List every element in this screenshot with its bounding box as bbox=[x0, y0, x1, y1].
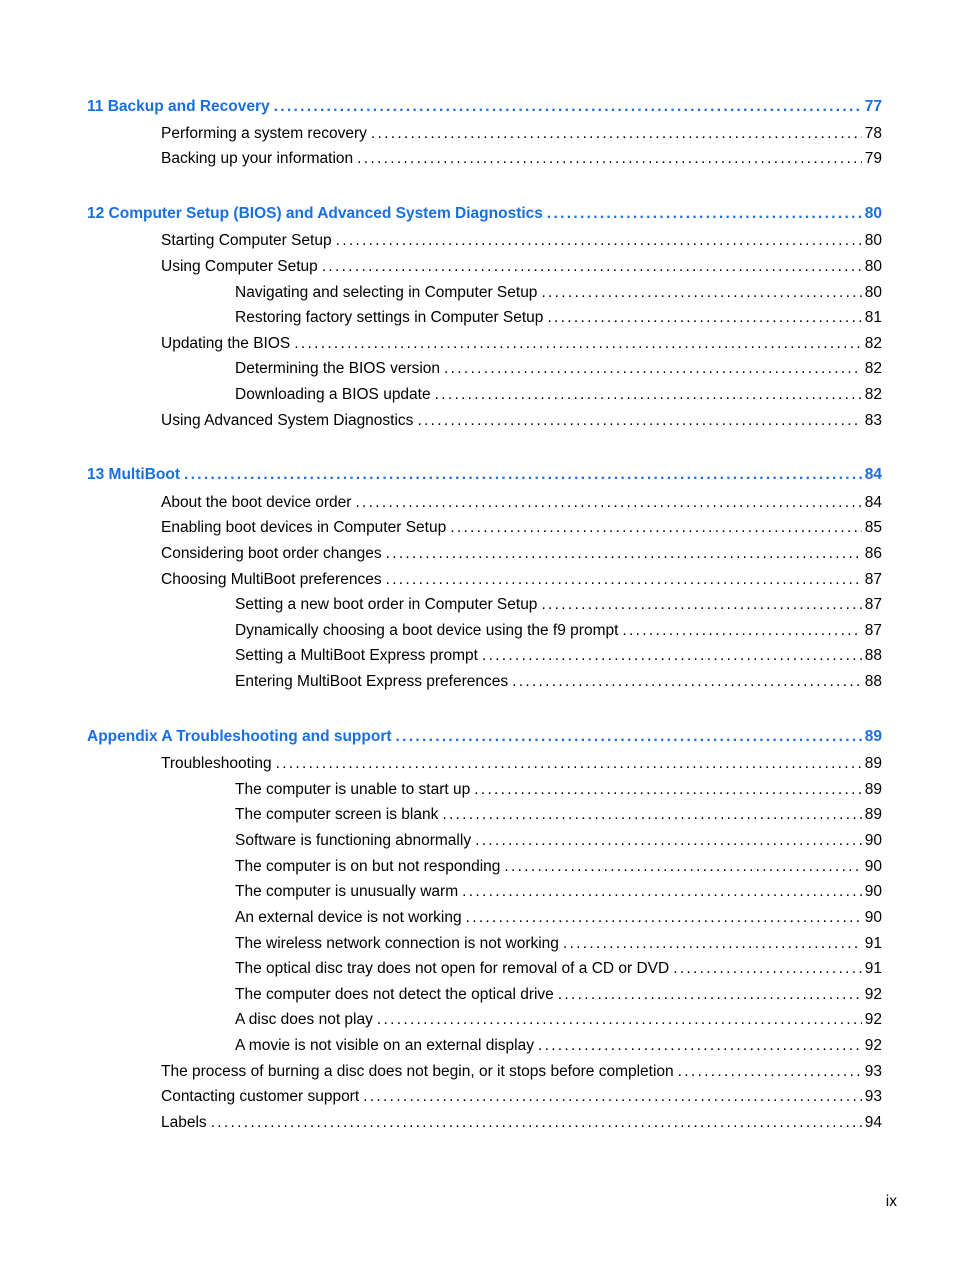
toc-entry-label: 12 Computer Setup (BIOS) and Advanced System Diagnostics bbox=[87, 205, 543, 222]
toc-chapter-entry[interactable] bbox=[87, 727, 882, 747]
dot-leader bbox=[462, 882, 862, 902]
toc-entry-label: Software is functioning abnormally bbox=[235, 832, 472, 849]
toc-entry-page: 82 bbox=[864, 360, 882, 377]
toc-entry[interactable] bbox=[235, 672, 882, 692]
toc-entry-label: Using Advanced System Diagnostics bbox=[161, 412, 414, 429]
toc-entry-label: Determining the BIOS version bbox=[235, 360, 441, 377]
toc-entry[interactable] bbox=[161, 493, 882, 513]
toc-entry-page: 90 bbox=[864, 909, 882, 926]
dot-leader bbox=[541, 595, 861, 615]
toc-entry-label: The computer does not detect the optical drive bbox=[235, 986, 554, 1003]
toc-entry-label: A movie is not visible on an external display bbox=[235, 1037, 534, 1054]
dot-leader bbox=[435, 385, 862, 405]
toc-entry-label: 11 Backup and Recovery bbox=[87, 98, 270, 115]
dot-leader bbox=[442, 805, 861, 825]
toc-chapter-entry[interactable] bbox=[87, 204, 882, 224]
toc-entry[interactable] bbox=[161, 231, 882, 251]
toc-entry[interactable] bbox=[235, 908, 882, 928]
toc-entry[interactable] bbox=[235, 1036, 882, 1056]
toc-entry-page: 93 bbox=[864, 1088, 882, 1105]
dot-leader bbox=[417, 411, 861, 431]
toc-entry-page: 77 bbox=[864, 98, 882, 115]
dot-leader bbox=[357, 149, 862, 169]
toc-entry-page: 80 bbox=[864, 258, 882, 275]
toc-entry-label: The process of burning a disc does not begin, or it stops before completion bbox=[161, 1063, 674, 1080]
toc-entry-page: 79 bbox=[864, 150, 882, 167]
toc-entry-label: Dynamically choosing a boot device using the f9 prompt bbox=[235, 622, 619, 639]
toc-entry-label: Performing a system recovery bbox=[161, 125, 367, 142]
toc-entry[interactable] bbox=[235, 985, 882, 1005]
toc-entry[interactable] bbox=[235, 805, 882, 825]
dot-leader bbox=[294, 334, 862, 354]
toc-entry-page: 90 bbox=[864, 883, 882, 900]
toc-entry[interactable] bbox=[161, 754, 882, 774]
toc-entry-label: Updating the BIOS bbox=[161, 335, 291, 352]
toc-entry-label: A disc does not play bbox=[235, 1011, 373, 1028]
toc-entry-label: The optical disc tray does not open for removal of a CD or DVD bbox=[235, 960, 670, 977]
dot-leader bbox=[563, 934, 862, 954]
toc-entry[interactable] bbox=[161, 149, 882, 169]
toc-entry[interactable] bbox=[235, 1010, 882, 1030]
toc-entry-label: Navigating and selecting in Computer Setup bbox=[235, 284, 538, 301]
dot-leader bbox=[547, 204, 862, 224]
toc-entry-label: Enabling boot devices in Computer Setup bbox=[161, 519, 447, 536]
toc-entry-page: 93 bbox=[864, 1063, 882, 1080]
toc-entry-label: Backing up your information bbox=[161, 150, 354, 167]
toc-entry[interactable] bbox=[161, 1087, 882, 1107]
dot-leader bbox=[276, 754, 862, 774]
toc-entry-page: 80 bbox=[864, 284, 882, 301]
dot-leader bbox=[450, 518, 862, 538]
toc-entry-page: 78 bbox=[864, 125, 882, 142]
toc-entry-page: 84 bbox=[864, 466, 882, 483]
toc-entry-label: Restoring factory settings in Computer Setup bbox=[235, 309, 544, 326]
toc-entry[interactable] bbox=[235, 621, 882, 641]
toc-entry-page: 81 bbox=[864, 309, 882, 326]
dot-leader bbox=[386, 544, 862, 564]
toc-entry-page: 82 bbox=[864, 335, 882, 352]
toc-entry[interactable] bbox=[161, 570, 882, 590]
dot-leader bbox=[512, 672, 862, 692]
dot-leader bbox=[541, 283, 861, 303]
dot-leader bbox=[547, 308, 861, 328]
toc-entry-page: 87 bbox=[864, 596, 882, 613]
toc-entry[interactable] bbox=[161, 124, 882, 144]
toc-entry-label: Downloading a BIOS update bbox=[235, 386, 431, 403]
dot-leader bbox=[558, 985, 862, 1005]
toc-entry-page: 88 bbox=[864, 647, 882, 664]
toc-entry-page: 91 bbox=[864, 935, 882, 952]
dot-leader bbox=[211, 1113, 862, 1133]
dot-leader bbox=[184, 465, 862, 485]
toc-entry-page: 89 bbox=[864, 755, 882, 772]
toc-entry-page: 90 bbox=[864, 858, 882, 875]
dot-leader bbox=[355, 493, 861, 513]
toc-entry[interactable] bbox=[161, 518, 882, 538]
dot-leader bbox=[371, 124, 862, 144]
dot-leader bbox=[274, 97, 862, 117]
toc-entry-label: Choosing MultiBoot preferences bbox=[161, 571, 382, 588]
toc-entry-label: The computer screen is blank bbox=[235, 806, 439, 823]
toc-entry-page: 89 bbox=[864, 728, 882, 745]
toc-entry[interactable] bbox=[161, 411, 882, 431]
toc-entry[interactable] bbox=[161, 1062, 882, 1082]
toc-entry-page: 80 bbox=[864, 232, 882, 249]
toc-entry-page: 88 bbox=[864, 673, 882, 690]
toc-entry-page: 92 bbox=[864, 986, 882, 1003]
toc-entry-page: 83 bbox=[864, 412, 882, 429]
toc-entry-label: Labels bbox=[161, 1114, 207, 1131]
toc-entry-label: Appendix A Troubleshooting and support bbox=[87, 728, 392, 745]
toc-entry[interactable] bbox=[161, 334, 882, 354]
toc-entry-page: 94 bbox=[864, 1114, 882, 1131]
toc-entry[interactable] bbox=[235, 646, 882, 666]
toc-entry[interactable] bbox=[235, 959, 882, 979]
dot-leader bbox=[475, 831, 862, 851]
toc-entry-label: The computer is unusually warm bbox=[235, 883, 459, 900]
toc-entry[interactable] bbox=[161, 1113, 882, 1133]
dot-leader bbox=[538, 1036, 862, 1056]
dot-leader bbox=[386, 570, 862, 590]
toc-entry[interactable] bbox=[235, 882, 882, 902]
toc-entry-page: 80 bbox=[864, 205, 882, 222]
toc-entry-page: 82 bbox=[864, 386, 882, 403]
toc-entry[interactable] bbox=[235, 595, 882, 615]
toc-entry-page: 89 bbox=[864, 806, 882, 823]
toc-entry-label: Entering MultiBoot Express preferences bbox=[235, 673, 509, 690]
toc-entry[interactable] bbox=[235, 780, 882, 800]
toc-entry[interactable] bbox=[235, 385, 882, 405]
toc-entry-label: Using Computer Setup bbox=[161, 258, 318, 275]
toc-chapter-entry[interactable] bbox=[87, 465, 882, 485]
toc-entry[interactable] bbox=[235, 831, 882, 851]
toc-entry[interactable] bbox=[235, 308, 882, 328]
toc-entry[interactable] bbox=[235, 934, 882, 954]
toc-entry[interactable] bbox=[161, 544, 882, 564]
dot-leader bbox=[474, 780, 862, 800]
toc-entry-page: 91 bbox=[864, 960, 882, 977]
toc-entry-label: The wireless network connection is not working bbox=[235, 935, 559, 952]
toc-entry-label: The computer is on but not responding bbox=[235, 858, 501, 875]
toc-entry-label: 13 MultiBoot bbox=[87, 466, 180, 483]
toc-entry-page: 84 bbox=[864, 494, 882, 511]
dot-leader bbox=[444, 359, 862, 379]
toc-entry-page: 89 bbox=[864, 781, 882, 798]
toc-entry-label: Setting a new boot order in Computer Setup bbox=[235, 596, 538, 613]
dot-leader bbox=[363, 1087, 862, 1107]
toc-entry[interactable] bbox=[235, 359, 882, 379]
toc-entry-label: Troubleshooting bbox=[161, 755, 272, 772]
toc-entry[interactable] bbox=[161, 257, 882, 277]
dot-leader bbox=[336, 231, 862, 251]
dot-leader bbox=[622, 621, 861, 641]
dot-leader bbox=[466, 908, 862, 928]
page-number: ix bbox=[885, 1193, 897, 1210]
toc-chapter-entry[interactable] bbox=[87, 97, 882, 117]
toc-entry[interactable] bbox=[235, 857, 882, 877]
toc-entry-page: 92 bbox=[864, 1037, 882, 1054]
toc-entry-page: 85 bbox=[864, 519, 882, 536]
toc-entry-page: 87 bbox=[864, 622, 882, 639]
dot-leader bbox=[322, 257, 862, 277]
dot-leader bbox=[678, 1062, 862, 1082]
toc-entry-label: Setting a MultiBoot Express prompt bbox=[235, 647, 478, 664]
toc-entry-label: The computer is unable to start up bbox=[235, 781, 471, 798]
toc-entry-page: 92 bbox=[864, 1011, 882, 1028]
toc-entry-label: Considering boot order changes bbox=[161, 545, 382, 562]
toc-entry-page: 86 bbox=[864, 545, 882, 562]
toc-entry-label: An external device is not working bbox=[235, 909, 462, 926]
dot-leader bbox=[377, 1010, 862, 1030]
toc-entry-page: 90 bbox=[864, 832, 882, 849]
dot-leader bbox=[504, 857, 861, 877]
dot-leader bbox=[482, 646, 862, 666]
toc-entry-label: Starting Computer Setup bbox=[161, 232, 332, 249]
toc-entry[interactable] bbox=[235, 283, 882, 303]
dot-leader bbox=[673, 959, 862, 979]
toc-entry-page: 87 bbox=[864, 571, 882, 588]
toc-entry-label: Contacting customer support bbox=[161, 1088, 360, 1105]
toc-entry-label: About the boot device order bbox=[161, 494, 352, 511]
dot-leader bbox=[396, 727, 862, 747]
